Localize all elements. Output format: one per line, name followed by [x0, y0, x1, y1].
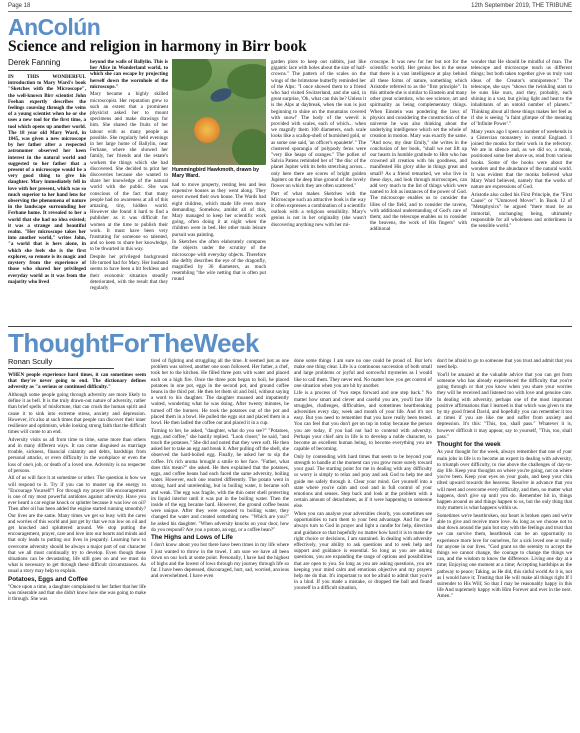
- article1-col2-para: beyond the walls of Ballylin. This is her Alice in Wonderland world, to which she can escape by projecting herself down the wormhole of the microscope.": [90, 59, 168, 90]
- article2-col2-para: Turning to her, he asked, "daughter, what do you see?" "Potatoes, eggs, and coffee," she hastily replied. "Look closer," he said, "and touch the potatoes." She did and noted that they were soft. He then asked her to take an egg and break it. After pulling off the shell, she observed the hard-boiled egg. Finally, he asked her to sip the coffee. It's rich aroma brought a smile to her face. "Father, what does this mean?" she asked. He then explained that the potatoes, eggs, and coffee beans had each faced the same adversity, boiling water. However, each one reacted differently. The potato went in strong, hard and unrelenting, but in boiling water, it became soft and weak. The egg was fragile, with the thin outer shell protecting its liquid interior until it was put in the boiling water. Then the inside of the egg became hard. However, the ground coffee beans were unique. After they were exposed to boiling water, they changed the water and created something new. "Which are you?" he asked his daughter. "When adversity knocks on your door, how do you respond? Are you a potato, an egg, or a coffee bean?": [151, 427, 289, 533]
- article-headline: Science and religion in harmony in Birr book: [8, 38, 307, 55]
- date-line: 12th September 2019, THE TRIBUNE: [471, 3, 572, 9]
- article1-col4-para: Part of what makes Sketches with the Microscope such an attractive book is the way it often expresses a combination of a scientific outlook with a religious sensibility. Mary's genius is not in her originality (she wasn't discovering anything new with her mi-: [271, 190, 366, 228]
- article1-col6-para: Many years ago I spent a number of weekends in a Cistercian monastery in central England. I joined the monks for their work in the refectory. We ate in silence and, as we did so, a monk, positioned some feet above us, read from various books. Some of the books were about the wonders and the abundance of the natural world. It was evident that the monks believed what Mary Ward believed, namely that the works of nature are expressions of God.: [471, 128, 572, 191]
- article1-byline: Derek Fanning: [8, 58, 114, 71]
- article2-col2-para: I don't know about you but there have been times in my life where I just wanted to throw in the towel. I am sure we have all been down on our luck at some point. Personally, I have had the highest of highs and the lowest of lows through my journey through life so far. I have been depressed, discouraged, hurt, sad, worried, anxious and overwhelmed. I have even: [151, 542, 289, 580]
- article2-col1-para: Although some people going through adversity are more likely to define it as hell. It is the truly drawn-out nature of adversity, rather than brief spells of misfortune, that can crush the human spirit and cause it to sink into extreme stress, anxiety and depression. However, it's also at such times that people can discover their inner resilience and optimism, while looking strong faith that the difficult times will come to an end.: [8, 392, 146, 436]
- article1-col2-para: Despite her privileged background life turned bad for Mary. Her husband seems to have been a bit feckless and their economic situation steadily deteriorated, with the result that they regularly: [90, 254, 168, 292]
- illustration-caption: Hummingbird Hawkmoth, drawn by Mary Ward.: [172, 167, 260, 180]
- article2-col4-para: As your thought for the week, always remember that one of your main jobs in life is to become an expert in dealing with adversity, to triumph over difficulty, to rise above the challenges of day-to-day life. Keep your thoughts on where you're going, not on where you've been. Keep your eyes on your goals, and keep your chin tilted upward towards the heavens. Resolve in advance that you will meet and overcome every difficulty, and then, no matter what happens, don't give up until you do. Remember hit in, things happen around us and things happen to us, but the only thing that truly matters is what happens within us.: [437, 449, 572, 512]
- header-rule: [8, 11, 572, 12]
- page-number: Page 18: [8, 3, 31, 9]
- article2-column-1: [8, 372, 146, 730]
- subhead-highs-lows: The Highs and Lows of Life: [151, 534, 233, 542]
- section-title-ancolun: AnColún: [8, 14, 101, 40]
- article1-col3-para: had to move property, renting less and less expensive houses as they went along. They never owned their own house. The Wards had eight children, which made life even more demanding. Somehow, amidst all of this, Mary managed to keep her scientific work going, often doing it at night when the children were in bed. Her other main leisure pursuit was painting.: [172, 182, 266, 238]
- article1-col4-para: garden plots to keep out rabbits, just like gigantic lace with holes about the size of half-crowns." The pattern of the scales on the wings of the brimstone butterfly reminded her of the Alps: "I once showed them to a friend who had visited Switzerland, and she said, in great surprise, 'Oh, what can this be? Unless it is the Alps at daybreak, when the sun is just beginning to shine on the mountains covered with snow!' The body of the weevil is provided with scales, each of which... when we magnify them 100 diameters, each scale looks like a scallop-shell of burnished gold, or as some one said, 'an officer's epaulette'." The clustered sporangia of polypody ferns were "very like heaps of oranges." The pollen of Salvia Patens reminded her of "the disc of the planet Jupiter with its belts stretching across... only here there are scores of bright golden Jupiters on the deep blue ground of the lovely flower on which they are often scattered.": [271, 59, 366, 190]
- article1-column-5: [370, 59, 467, 324]
- article1-column-3: [172, 182, 266, 324]
- moth-figure: [209, 86, 234, 105]
- article1-column-6: [471, 59, 572, 324]
- article1-col1-para: IN THIS WONDERFUL introduction to Mary Ward's book "Sketches with the Microscope", the well-known Birr scientist John Feehan expertly describes the feelings coursing through the veins of a young scientist when he or she uses a new tool for the first time, a tool which opens up another world. The 18 year old Mary Ward, in 1845, was given a new microscope by her father after a respected astronomer observed her keen interest in the natural world and suggested to her father that a present of a microscope would be a very good thing to give his daughter. Mary immediately fell in love with her present, which was so much superior to her hand lens for observing the phenomena of nature in the landscape surrounding her Ferbane home. It revealed to her a world that she had no idea existed; it was a strange and beautiful realm. "Her microscope takes her into another world," writes John, "a world that is hers alone, in which she feels she is the first explorer, so remote is its magic and mystery from the experience of those who shared her privileged everyday world as it was from the majority who lived: [8, 74, 86, 285]
- article1-col6-para: wonder that He should be mindful of man. The telescope and microscope teach us different things; but both taken together give us truly vast ideas of the Creator's omnipotence." The telescope, she says "shows the twinkling stars to be suns like ours, and they, probably, each shining in a vast, but giving light and heat to the inhabitants of an untold number of planets." Thinking about all these things makes her feel as if she is seeing "a faint glimpse of the meaning of 'Infinite Power'.": [471, 59, 572, 128]
- article2-col4-para: Sometimes we're heartbroken, our heart is broken open and we're able to give and receive more love. As long as we choose not to shut down around the pain but stay with the feelings and trust that we can survive them, heartbreak can be an opportunity to experience more love for ourselves, for a sick loved one or really for anyone in our lives. "God grant us the serenity to accept the things we cannot change, the courage to change the things we can, and the wisdom to know the difference. Living one day at a time; Enjoying one moment at a time; Accepting hardships as the pathway to peace; Taking, as He did, this sinful world As it is, not as I would have it; Trusting that He will make all things right If I surrender to His Will; So that I may be reasonably happy in this life And supremely happy with Him Forever and ever in the next. Amen.": [437, 512, 572, 600]
- hawkmoth-illustration: [172, 59, 266, 165]
- subhead-thought-for-week: Thought for the week: [437, 441, 501, 449]
- flower-figure: [192, 115, 222, 145]
- article2-col3-para: done some things I am sure no one could be proud of. But let's make one thing clear. Life is a continuous succession of both small and large problems or joyful and sorrowful mysteries as I would like to call them. They never end. No matter how you get control of one situation when you are hit by another.: [294, 358, 432, 389]
- article2-col4-para: don't be afraid to go to someone that you trust and admit that you need help.: [437, 358, 572, 371]
- article1-col2-para: Mary became a highly skilled microscopist. Her reputation grew to such an extent that a prominent physicist asked her to mount specimens and make drawings for him. She shared the fruits of her labour with as many people as possible. She regularly held evenings in her large home of Ballylin, near Ferbane, where she showed her family, her friends and the estate's workers the things which she had discovered. She decided to print her discoveries because she wanted to share her knowledge of the natural world with the public. She was conscious of the fact that many people had no awareness at all of this amazing, tiny, hidden world. However she found it hard to find a publisher as it was difficult for women at the time to publish their work. It must have been very frustrating for someone so talented, and so keen to share her knowledge, to be thwarted in this way.: [90, 91, 168, 253]
- article1-column-2: [90, 59, 168, 324]
- article2-col4-para: You'll be amazed at the valuable advice that you can get from someone who has already experienced the difficulty that you're going through or that you know when you share your worries they will be received and listened too with love and genuine care. In dealing with adversity, perhaps one of the most important positive affirmations that I learned is that which was given to me by my good friend David, and hopefully you can remember it too at times if you are like me and suffer from anxiety and depression. It's this: "This, too, shall pass." Whatever it is, however difficult it may appear, say to yourself, "This, too, shall pass.": [437, 371, 572, 440]
- article2-col3-para: Only by contending with hard times that seem to be beyond your strength to handle at the moment can you grow more surely toward your goal. The starting point for me in dealing with any difficulty or worry is simply to relax and pray and ask God to help me and guide me safely through it. Clear your mind. Get yourself into a state where you're calm and cool and in full control of your emotions and senses. Step back and look at the problem with a certain amount of detachment, as if it were happening to someone else.: [294, 453, 432, 510]
- article2-col1-para: WHEN people experience hard times, it can sometimes seem that they're never going to end. The dictionary defines adversity as "a serious or continued difficulty.": [8, 372, 146, 391]
- article2-col1-para: All of us will face it at sometime or other. The question is how we will respond to it. Try if you can to muster up the energy to "Encourage Yourself"! For through my prayer life encouragement is one of my most powerful antidotes against adversity. Have you ever heard a car engine knock or splutter because it was low on oil? Then after oil has been added the engine started running smoothly? Our lives are the same. Many times we get so busy with the cares and worries of this world and just get by that we run low on oil and get knocked and spluttered around. We stop putting the encouragement, prayer, care and love into our hearts and minds and that only leads to putting our lives in jeopardy. Learning how to overcome adversity should be always a major part of our character that we all must continually try to develop. Even though these situations can be devastating, life still goes on and we must do what is necessary to get through these difficult circumstances. As usual a story may help to explain.: [8, 475, 146, 575]
- article2-col2-para: tired of fighting and struggling all the time. It seemed just as one problem was solved, another one soon followed. Her father, a chef, took her to the kitchen. He filled three pots with water and placed each on a high fire. Once the three pots began to boil, he placed potatoes in one pot, eggs in the second pot, and ground coffee beans in the third pot. He then let them sit and boil, without saying a word to his daughter. The daughter moaned and impatiently waited, wondering what he was doing. After twenty minutes, he turned off the burners. He took the potatoes out of the pot and placed them in a bowl. He pulled the eggs out and placed them in a bowl. He then ladled the coffee out and placed it in a cup.: [151, 358, 289, 427]
- article1-column-4: [271, 59, 366, 324]
- article1-column-1: [8, 74, 86, 324]
- article2-column-4: [437, 358, 572, 730]
- article2-column-2: [151, 358, 289, 730]
- section-title-thought-for-the-week: ThoughtForTheWeek: [8, 328, 260, 358]
- article1-col6-para: Aristotle also called his First Principle, the "First Cause" or "Unmoved Mover". In Book 12 of "Metaphysics" he argued "there must be an immortal, unchanging being, ultimately responsible for all wholeness and orderliness in the sensible world.": [471, 192, 572, 230]
- section-divider: [8, 326, 572, 327]
- article2-col1-para: Adversity visits us all from time to time, some more than others and in many different ways. It can come disguised as marriage trouble, sickness, financial calamity and debts, hardships from personal attacks, or even difficulty in the workplace or even the loss of one's job, or death of a loved one. Adversity is no respecter of persons.: [8, 436, 146, 474]
- article2-col1-para: "Once upon a time, a daughter complained to her father that her life was miserable and that she didn't know how she was going to make it through. She was: [8, 584, 146, 603]
- article1-col3-para: In Sketches she often elaborately compares the objects under the scrutiny of the microscope with everyday objects. Therefore she deftly describes the eye of the dragonfly, magnified by 36 diameters, as much resembling "the wire netting that is often put round: [172, 239, 266, 283]
- article2-col3-para: Life is a process of "two steps forward and one step back." No matter how smart and clever and careful you are, you'll face life struggles, challenges, difficulties, and sometimes heartbreaking adversities every day, week and month of your life. And it's not easy. But you need to remember that you have really been tested. You can feel that you don't get on top in today because the person you are today, if you had not had to contend with adversity. Perhaps your chief aim in life is to develop a noble character, to become an excellent human being, to become everything you are capable of becoming.: [294, 390, 432, 453]
- article2-column-3: [294, 358, 432, 730]
- article2-byline: Ronan Scully: [8, 357, 114, 369]
- article2-col3-para: When you can analyse your adversities clearly, you sometimes see opportunities to turn them to your best advantage. And for me I always turn to God in prayer and light a candle for help, direction and guidance so that hopefully no matter how hard it is to make the right choice or decisions, I am sustained. In dealing with adversity effectively, your ability to ask questions and to seek help and support and guidance is essential. So long as you are asking questions, you are expanding the range of options and possibilities that are open to you. So long as you are asking questions, you are keeping your mind calm and emotions objective and my prayers help me do that. It's important to not be afraid to admit that you're in a bind. If you made a mistake, or dropped the ball and found yourself in a difficult situation,: [294, 511, 432, 592]
- article1-col5-para: croscope. It was new for her but not for the scientific world). Her genius lies in the sense that there is a vast intelligence at play behind all these forms of nature, something which Aristotle referred to as the "first principle". In this attitude she is similar to Einstein and many other great scientists, who see science, art and spirituality as being complementary things. When Einstein was pondering the laws of physics and considering the construction of the universe he was also thinking about the underlying intelligence which set the whole of creation in motion. Mary was exactly the same. "And now, my dear Emily," she writes in the conclusion of her book, "shall we not lift up our hearts in humble gratitude to Him who has crowned all creation with his goodness, and manifested His glory alike in things great and small? As a friend remarked, we who live in these days, and look through microscopes, can add very much to the list of things which were named to Job as instances of the power of God. The microscope enables us to consider the lilies of the field, and to consider the ravens, with additional understanding of God's care of them; and the telescope enables us to consider the heavens, the work of His fingers" with additional: [370, 59, 467, 233]
- subhead-potatoes: Potatoes, Eggs and Coffee: [8, 576, 88, 584]
